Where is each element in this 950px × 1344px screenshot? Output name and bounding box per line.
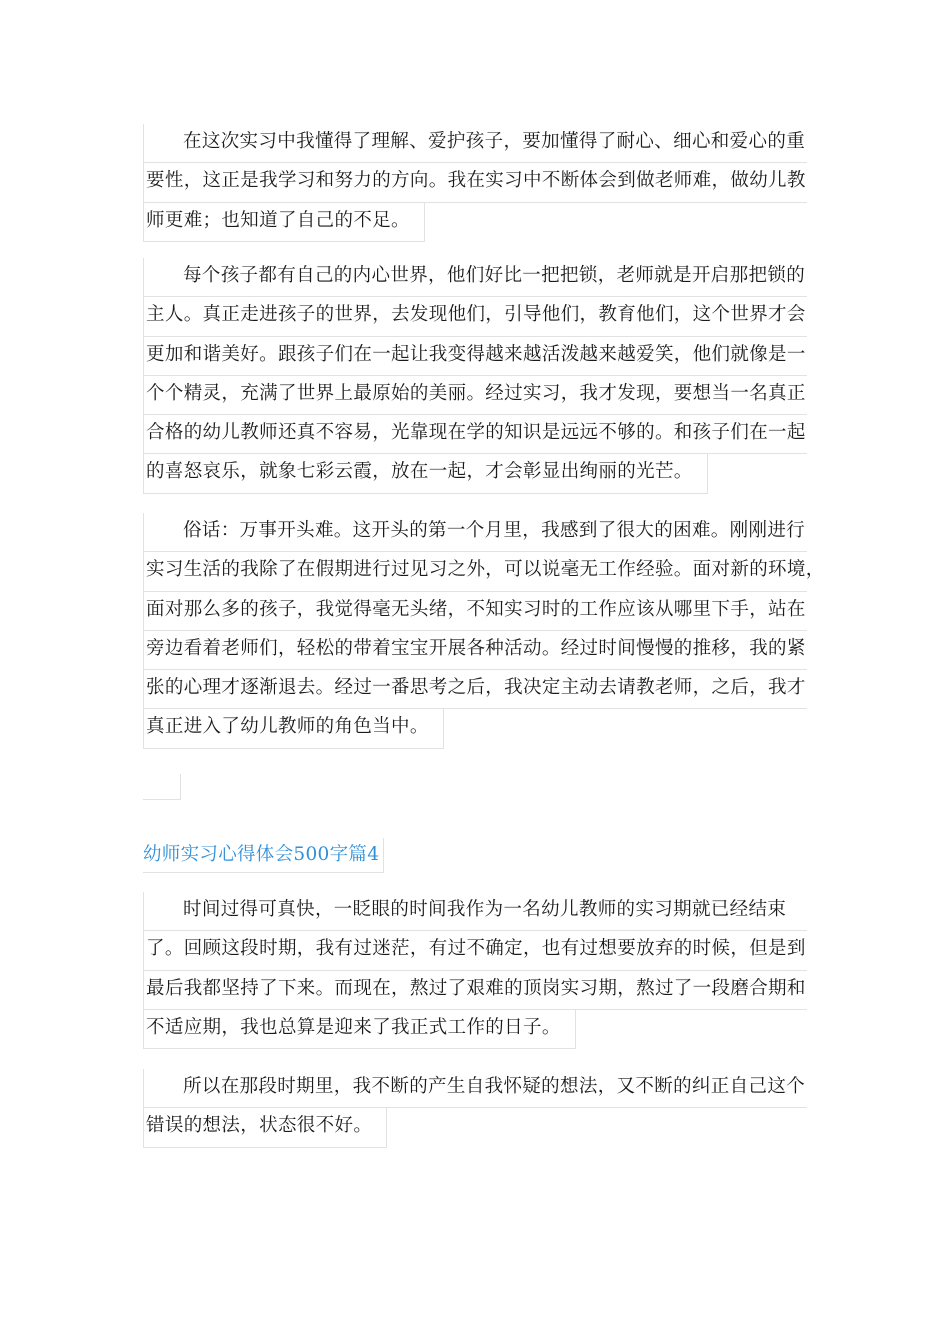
text-line: 不适应期，我也总算是迎来了我正式工作的日子。 xyxy=(143,1010,576,1049)
empty-paragraph-marker xyxy=(143,774,181,800)
paragraph-4 xyxy=(143,892,807,1049)
text-line: 张的心理才逐渐退去。经过一番思考之后，我决定主动去请教老师，之后，我才 xyxy=(143,670,807,709)
text-line: 所以在那段时期里，我不断的产生自我怀疑的想法，又不断的纠正自己这个 xyxy=(143,1069,807,1108)
text-line: 每个孩子都有自己的内心世界，他们好比一把把锁，老师就是开启那把锁的 xyxy=(143,258,807,297)
text-line: 的喜怒哀乐，就象七彩云霞，放在一起，才会彰显出绚丽的光芒。 xyxy=(143,454,708,493)
text-line: 真正进入了幼儿教师的角色当中。 xyxy=(143,709,444,748)
text-line: 旁边看着老师们，轻松的带着宝宝开展各种活动。经过时间慢慢的推移，我的紧 xyxy=(143,631,807,670)
text-line: 师更难；也知道了自己的不足。 xyxy=(143,203,425,242)
paragraph-2 xyxy=(143,258,807,494)
text-line: 在这次实习中我懂得了理解、爱护孩子，要加懂得了耐心、细心和爱心的重 xyxy=(143,124,807,163)
section-heading: 幼师实习心得体会500字篇4 xyxy=(143,838,384,873)
text-line: 俗话：万事开头难。这开头的第一个月里，我感到了很大的困难。刚刚进行 xyxy=(143,513,807,552)
text-line: 时间过得可真快，一眨眼的时间我作为一名幼儿教师的实习期就已经结束 xyxy=(143,892,807,931)
text-line: 错误的想法，状态很不好。 xyxy=(143,1108,387,1147)
paragraph-3 xyxy=(143,513,825,749)
text-line: 实习生活的我除了在假期进行过见习之外，可以说毫无工作经验。面对新的环境， xyxy=(143,552,807,591)
text-line: 面对那么多的孩子，我觉得毫无头绪，不知实习时的工作应该从哪里下手，站在 xyxy=(143,592,807,631)
text-line: 个个精灵，充满了世界上最原始的美丽。经过实习，我才发现，要想当一名真正 xyxy=(143,376,807,415)
paragraph-5 xyxy=(143,1069,807,1148)
text-line: 了。回顾这段时期，我有过迷茫，有过不确定，也有过想要放弃的时候，但是到 xyxy=(143,931,807,970)
text-line: 最后我都坚持了下来。而现在，熬过了艰难的顶岗实习期，熬过了一段磨合期和 xyxy=(143,971,807,1010)
text-line: 要性，这正是我学习和努力的方向。我在实习中不断体会到做老师难，做幼儿教 xyxy=(143,163,807,202)
text-line: 更加和谐美好。跟孩子们在一起让我变得越来越活泼越来越爱笑，他们就像是一 xyxy=(143,337,807,376)
paragraph-1 xyxy=(143,124,807,242)
text-line: 合格的幼儿教师还真不容易，光靠现在学的知识是远远不够的。和孩子们在一起 xyxy=(143,415,807,454)
text-line: 主人。真正走进孩子的世界，去发现他们，引导他们，教育他们，这个世界才会 xyxy=(143,297,807,336)
